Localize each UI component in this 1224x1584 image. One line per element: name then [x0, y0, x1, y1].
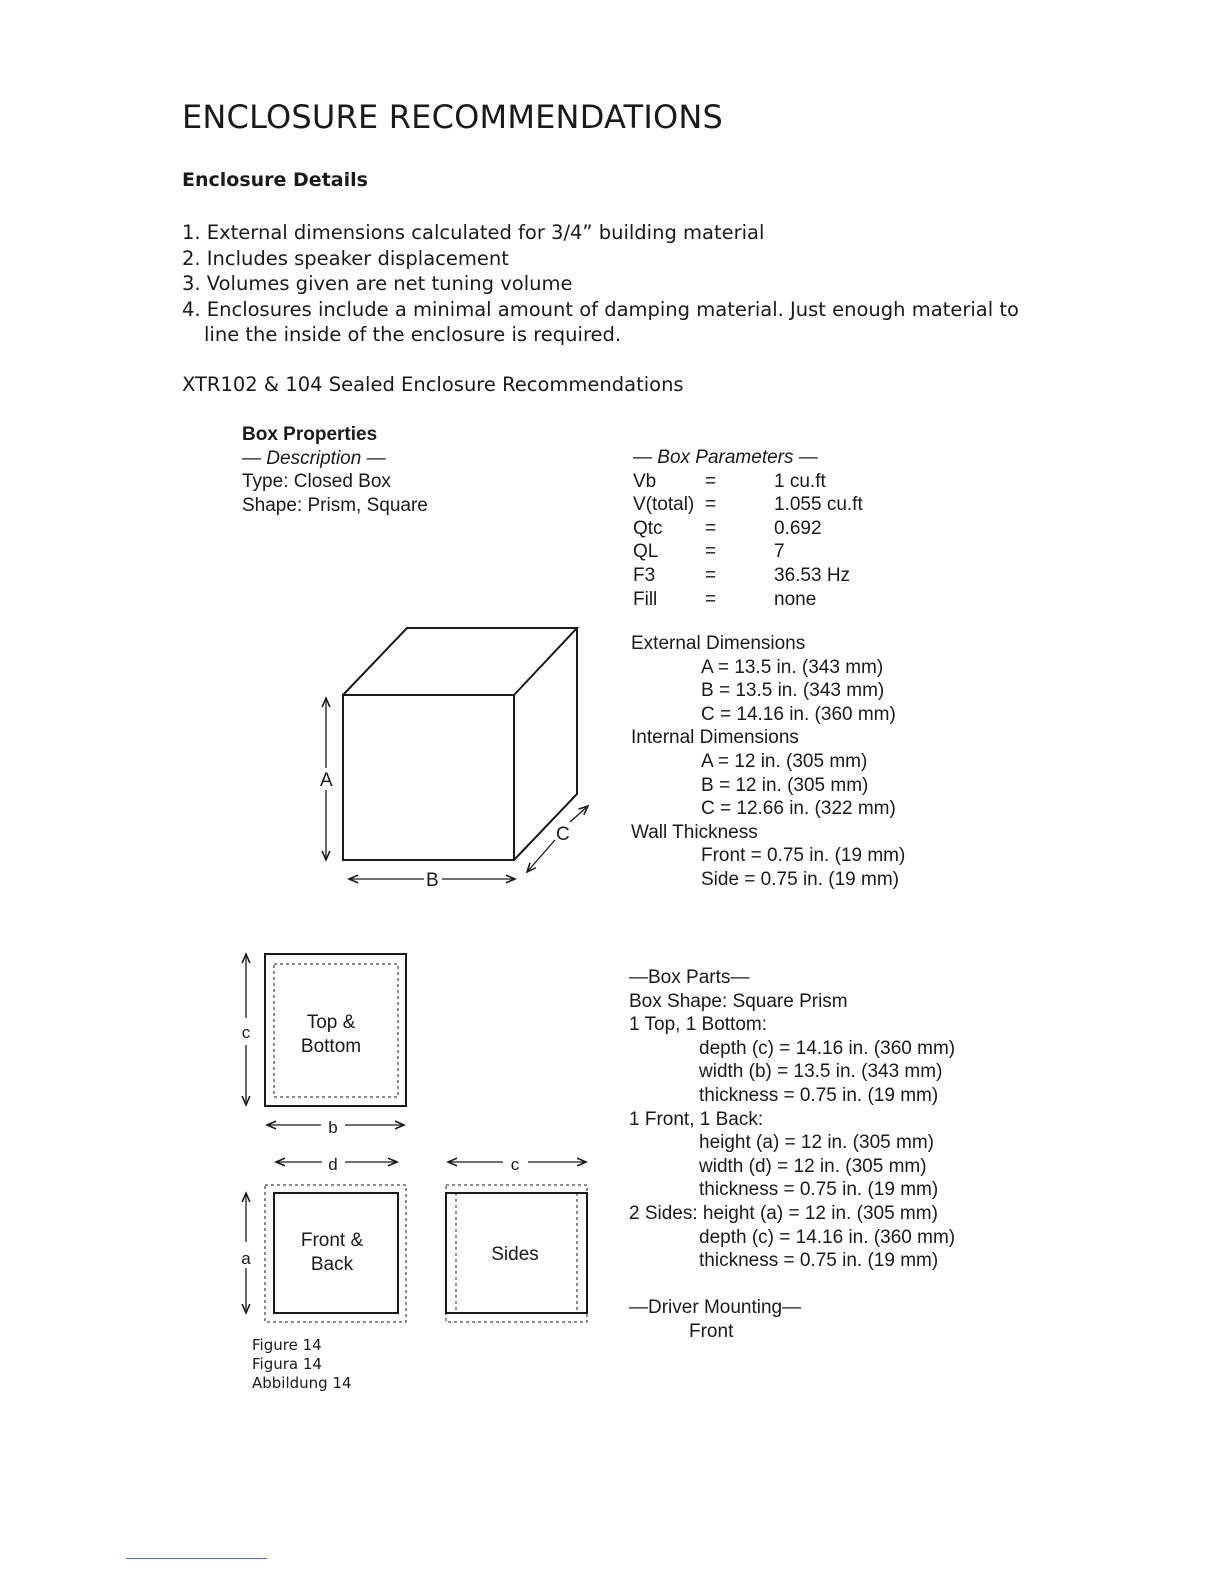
driver-mounting-heading: —Driver Mounting— — [629, 1297, 802, 1319]
caption-line: Figure 14 — [252, 1336, 322, 1354]
param-key: Qtc — [633, 517, 663, 539]
box-parameters-heading: — Box Parameters — — [633, 447, 818, 468]
param-row — [633, 470, 863, 494]
box-type: Type: Closed Box — [242, 471, 391, 493]
internal-dimension: A = 12 in. (305 mm) — [701, 750, 868, 772]
dimensions-block — [631, 632, 905, 892]
dim-c-arrow-up — [570, 806, 588, 822]
param-row — [633, 588, 863, 612]
sides-spec: depth (c) = 14.16 in. (360 mm) — [699, 1226, 956, 1248]
external-dimension: C = 14.16 in. (360 mm) — [701, 703, 896, 725]
cube-label-a: A — [320, 770, 333, 791]
front-back-spec: thickness = 0.75 in. (19 mm) — [699, 1179, 939, 1201]
wall-thickness: Front = 0.75 in. (19 mm) — [701, 845, 906, 867]
top-bottom-label-1: Top & — [306, 1012, 356, 1033]
param-value: 36.53 Hz — [774, 564, 851, 586]
internal-dimensions-label: Internal Dimensions — [631, 727, 799, 749]
external-dimension: A = 13.5 in. (343 mm) — [701, 656, 884, 678]
external-dimensions-label: External Dimensions — [631, 633, 806, 654]
description-label: — Description — — [242, 447, 386, 469]
page-title: ENCLOSURE RECOMMENDATIONS — [182, 98, 723, 136]
box-parts-heading: —Box Parts— — [629, 967, 750, 988]
note-item: 1. External dimensions calculated for 3/4” building material — [182, 221, 765, 244]
param-row — [633, 493, 863, 517]
note-item-continuation: line the inside of the enclosure is required. — [204, 323, 622, 346]
param-eq: = — [705, 588, 717, 610]
driver-mounting-value: Front — [689, 1320, 734, 1342]
dim-d-label: d — [328, 1155, 338, 1174]
note-item: 2. Includes speaker displacement — [182, 246, 509, 270]
wall-thickness: Side = 0.75 in. (19 mm) — [701, 868, 900, 890]
param-eq: = — [705, 517, 717, 539]
panels-diagram — [230, 940, 600, 1330]
top-bottom-label-2: Bottom — [300, 1036, 362, 1057]
param-key: F3 — [633, 564, 656, 586]
param-row — [633, 564, 863, 588]
param-key: QL — [633, 541, 659, 563]
param-row — [633, 517, 863, 541]
top-bottom-spec: thickness = 0.75 in. (19 mm) — [699, 1084, 939, 1106]
note-item: 4. Enclosures include a minimal amount of damping material. Just enough material to — [182, 297, 1019, 321]
dim-c-arrow-down — [527, 840, 555, 872]
param-row — [633, 540, 863, 564]
sides-label: 2 Sides: height (a) = 12 in. (305 mm) — [629, 1202, 938, 1224]
dim-a-label: a — [241, 1249, 251, 1268]
top-bottom-spec: depth (c) = 14.16 in. (360 mm) — [699, 1037, 956, 1059]
dim-c-label: c — [241, 1023, 251, 1042]
front-back-label-2: Back — [310, 1254, 354, 1275]
section-heading: Enclosure Details — [182, 169, 368, 191]
front-back-spec: height (a) = 12 in. (305 mm) — [699, 1132, 934, 1154]
param-key: Vb — [633, 470, 657, 492]
param-key: Fill — [633, 588, 658, 610]
caption-line: Abbildung 14 — [252, 1374, 352, 1392]
param-eq: = — [705, 494, 717, 516]
top-bottom-label: 1 Top, 1 Bottom: — [629, 1014, 768, 1036]
box-parts — [629, 966, 955, 1344]
sides-label: Sides — [491, 1244, 539, 1265]
internal-dimension: B = 12 in. (305 mm) — [701, 774, 869, 796]
dim-b-label: b — [328, 1118, 338, 1137]
param-value: none — [774, 588, 817, 610]
notes-list — [182, 220, 1019, 348]
box-properties — [242, 423, 428, 517]
front-back-panel — [274, 1193, 398, 1313]
note-item: 3. Volumes given are net tuning volume — [182, 272, 573, 295]
external-dimension: B = 13.5 in. (343 mm) — [701, 680, 885, 702]
front-back-spec: width (d) = 12 in. (305 mm) — [699, 1155, 927, 1177]
enclosure-subtitle: XTR102 & 104 Sealed Enclosure Recommendations — [182, 373, 684, 396]
box-shape: Shape: Prism, Square — [242, 494, 428, 516]
dim-c2-label: c — [510, 1155, 520, 1174]
param-value: 1 cu.ft — [774, 470, 826, 492]
internal-dimension: C = 12.66 in. (322 mm) — [701, 798, 896, 820]
footer-rule — [126, 1558, 267, 1559]
box-parameters — [633, 446, 863, 611]
figure-caption — [252, 1336, 352, 1393]
caption-line: Figura 14 — [252, 1355, 322, 1373]
param-eq: = — [705, 564, 717, 586]
cube-diagram — [300, 620, 600, 900]
param-key: V(total) — [633, 494, 695, 516]
sides-spec: thickness = 0.75 in. (19 mm) — [699, 1250, 939, 1272]
cube-label-c: C — [556, 824, 570, 845]
cube-front-face — [343, 695, 514, 860]
front-back-label-1: Front & — [300, 1230, 364, 1251]
box-parts-shape: Box Shape: Square Prism — [629, 990, 848, 1012]
cube-top-face — [343, 628, 577, 695]
param-eq: = — [705, 541, 717, 563]
cube-label-b: B — [426, 870, 439, 891]
param-value: 1.055 cu.ft — [774, 494, 863, 516]
box-properties-heading: Box Properties — [242, 424, 378, 445]
param-value: 7 — [774, 541, 785, 563]
front-back-label: 1 Front, 1 Back: — [629, 1108, 764, 1130]
param-value: 0.692 — [774, 517, 822, 539]
param-eq: = — [705, 470, 717, 492]
wall-thickness-label: Wall Thickness — [631, 821, 758, 843]
top-bottom-spec: width (b) = 13.5 in. (343 mm) — [699, 1061, 943, 1083]
